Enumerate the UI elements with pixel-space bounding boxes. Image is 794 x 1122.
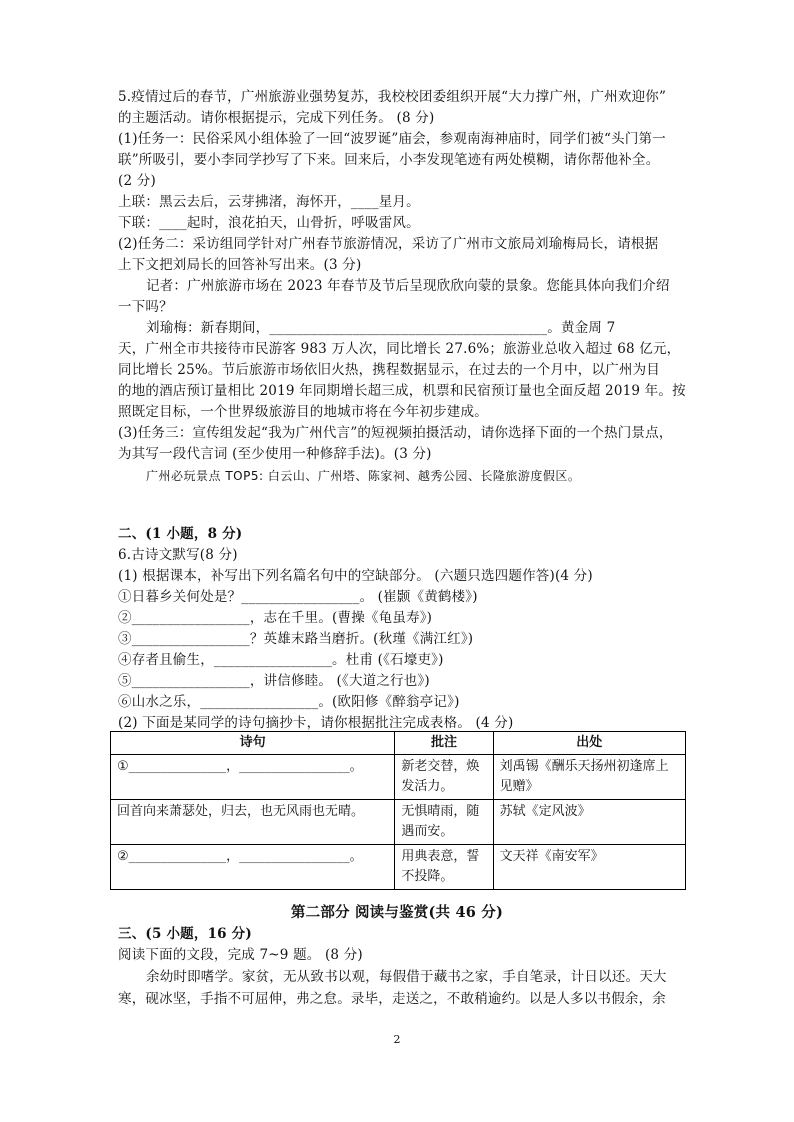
source-cell: 苏轼《定风波》 — [493, 800, 685, 845]
q5-intro-line-1: 5.疫情过后的春节，广州旅游业强势复苏，我校校团委组织开展“大力撑广州，广州欢迎你” — [118, 89, 667, 105]
recite-item-6: ⑥山水之乐，_________________。(欧阳修《醉翁亭记》) — [118, 694, 460, 710]
q6-sub2: (2) 下面是某同学的诗句摘抄卡，请你根据批注完成表格。 (4 分) — [118, 715, 514, 731]
task1-line-3: (2 分) — [118, 173, 156, 189]
header-verse: 诗句 — [111, 732, 395, 755]
recite-item-5: ⑤_________________，讲信修睦。 (《大道之行也》) — [118, 673, 430, 689]
source-cell: 刘禹锡《酬乐天扬州初逢席上见赠》 — [493, 755, 685, 800]
poem-card-table — [110, 731, 686, 890]
answer-line-2: 天，广州全市共接待市民游客 983 万人次，同比增长 27.6%；旅游业总收入超过 68 亿元， — [118, 341, 681, 357]
recite-item-4: ④存者且偷生，_________________。杜甫 (《石壕吏》) — [118, 652, 444, 668]
answer-line-5: 照既定目标，一个世界级旅游目的地城市将在今年初步建成。 — [118, 404, 488, 420]
answer-line-1: 刘瑜梅：新春期间，________________________________________。黄金周 7 — [146, 320, 616, 336]
table-header-row — [111, 732, 686, 755]
spots-list: 广州必玩景点 TOP5: 白云山、广州塔、陈家祠、越秀公园、长隆旅游度假区。 — [146, 469, 581, 483]
answer-line-4: 的地的酒店预订量相比 2019 年同期增长超三成，机票和民宿预订量也全面反超 2019 年。按 — [118, 383, 686, 399]
part2-title: 第二部分 阅读与鉴赏(共 46 分) — [290, 904, 504, 921]
verse-cell: ①_______________，_________________。 — [111, 755, 395, 800]
verse-cell: ②_______________，_________________。 — [111, 845, 395, 890]
task2-line-2: 上下文把刘局长的回答补写出来。(3 分) — [118, 257, 362, 273]
couplet-upper: 上联：黑云去后，云芽拂渚，海怀开，____星月。 — [118, 194, 420, 210]
task3-line-2: 为其写一段代言词 (至少使用一种修辞手法)。(3 分) — [118, 446, 432, 462]
task1-line-2: 联”所吸引，要小李同学抄写了下来。回来后，小李发现笔迹有两处模糊，请你帮他补全。 — [118, 152, 660, 168]
header-annotation: 批注 — [395, 732, 493, 755]
passage-line-1: 余幼时即嗜学。家贫，无从致书以观，每假借于藏书之家，手自笔录，计日以还。天大 — [146, 969, 667, 985]
page-number: 2 — [393, 1033, 401, 1046]
answer-line-3: 同比增长 25%。节后旅游市场依旧火热，携程数据显示，在过去的一个月中，以广州为目 — [118, 362, 660, 378]
reading-instruction: 阅读下面的文段，完成 7~9 题。 (8 分) — [118, 947, 363, 963]
source-cell: 文天祥《南安军》 — [493, 845, 685, 890]
recite-item-1: ①日暮乡关何处是？_________________。 (崔颢《黄鹤楼》) — [118, 589, 478, 605]
couplet-lower: 下联：____起时，浪花拍天，山骨折，呼吸雷风。 — [118, 215, 420, 231]
table-row — [111, 845, 686, 890]
recite-item-3: ③_________________？英雄末路当磨折。(秋瑾《满江红》) — [118, 631, 474, 647]
task2-line-1: (2)任务二：采访组同学针对广州春节旅游情况，采访了广州市文旅局刘瑜梅局长，请根据 — [118, 236, 659, 252]
section2-heading: 二、(1 小题，8 分) — [118, 526, 243, 542]
verse-cell: 回首向来萧瑟处，归去，也无风雨也无晴。 — [111, 800, 395, 845]
q6-sub1: (1) 根据课本，补写出下列名篇名句中的空缺部分。 (六题只选四题作答)(4 分) — [118, 568, 593, 584]
reporter-line-1: 记者：广州旅游市场在 2023 年春节及节后呈现欣欣向蒙的景象。您能具体向我们介绍 — [146, 278, 670, 294]
section3-heading: 三、(5 小题，16 分) — [118, 926, 252, 942]
recite-item-2: ②_________________，志在千里。(曹操《龟虽寿》) — [118, 610, 433, 626]
header-source: 出处 — [493, 732, 685, 755]
passage-line-2: 寒，砚冰坚，手指不可屈伸，弗之怠。录毕，走送之，不敢稍逾约。以是人多以书假余，余 — [118, 991, 666, 1007]
annotation-cell: 用典表意，誓不投降。 — [395, 845, 493, 890]
table-row — [111, 755, 686, 800]
annotation-cell: 无惧晴雨，随遇而安。 — [395, 800, 493, 845]
task1-line-1: (1)任务一：民俗采风小组体验了一回“波罗诞”庙会，参观南海神庙时，同学们被“头门第一 — [118, 131, 666, 147]
reporter-line-2: 一下吗？ — [118, 299, 173, 315]
table-row — [111, 800, 686, 845]
q6-title: 6.古诗文默写(8 分) — [118, 547, 238, 563]
task3-line-1: (3)任务三：宣传组发起“我为广州代言”的短视频拍摄活动，请你选择下面的一个热门景点， — [118, 425, 673, 441]
q5-intro-line-2: 的主题活动。请你根据提示，完成下列任务。 (8 分) — [118, 110, 435, 126]
annotation-cell: 新老交替，焕发活力。 — [395, 755, 493, 800]
